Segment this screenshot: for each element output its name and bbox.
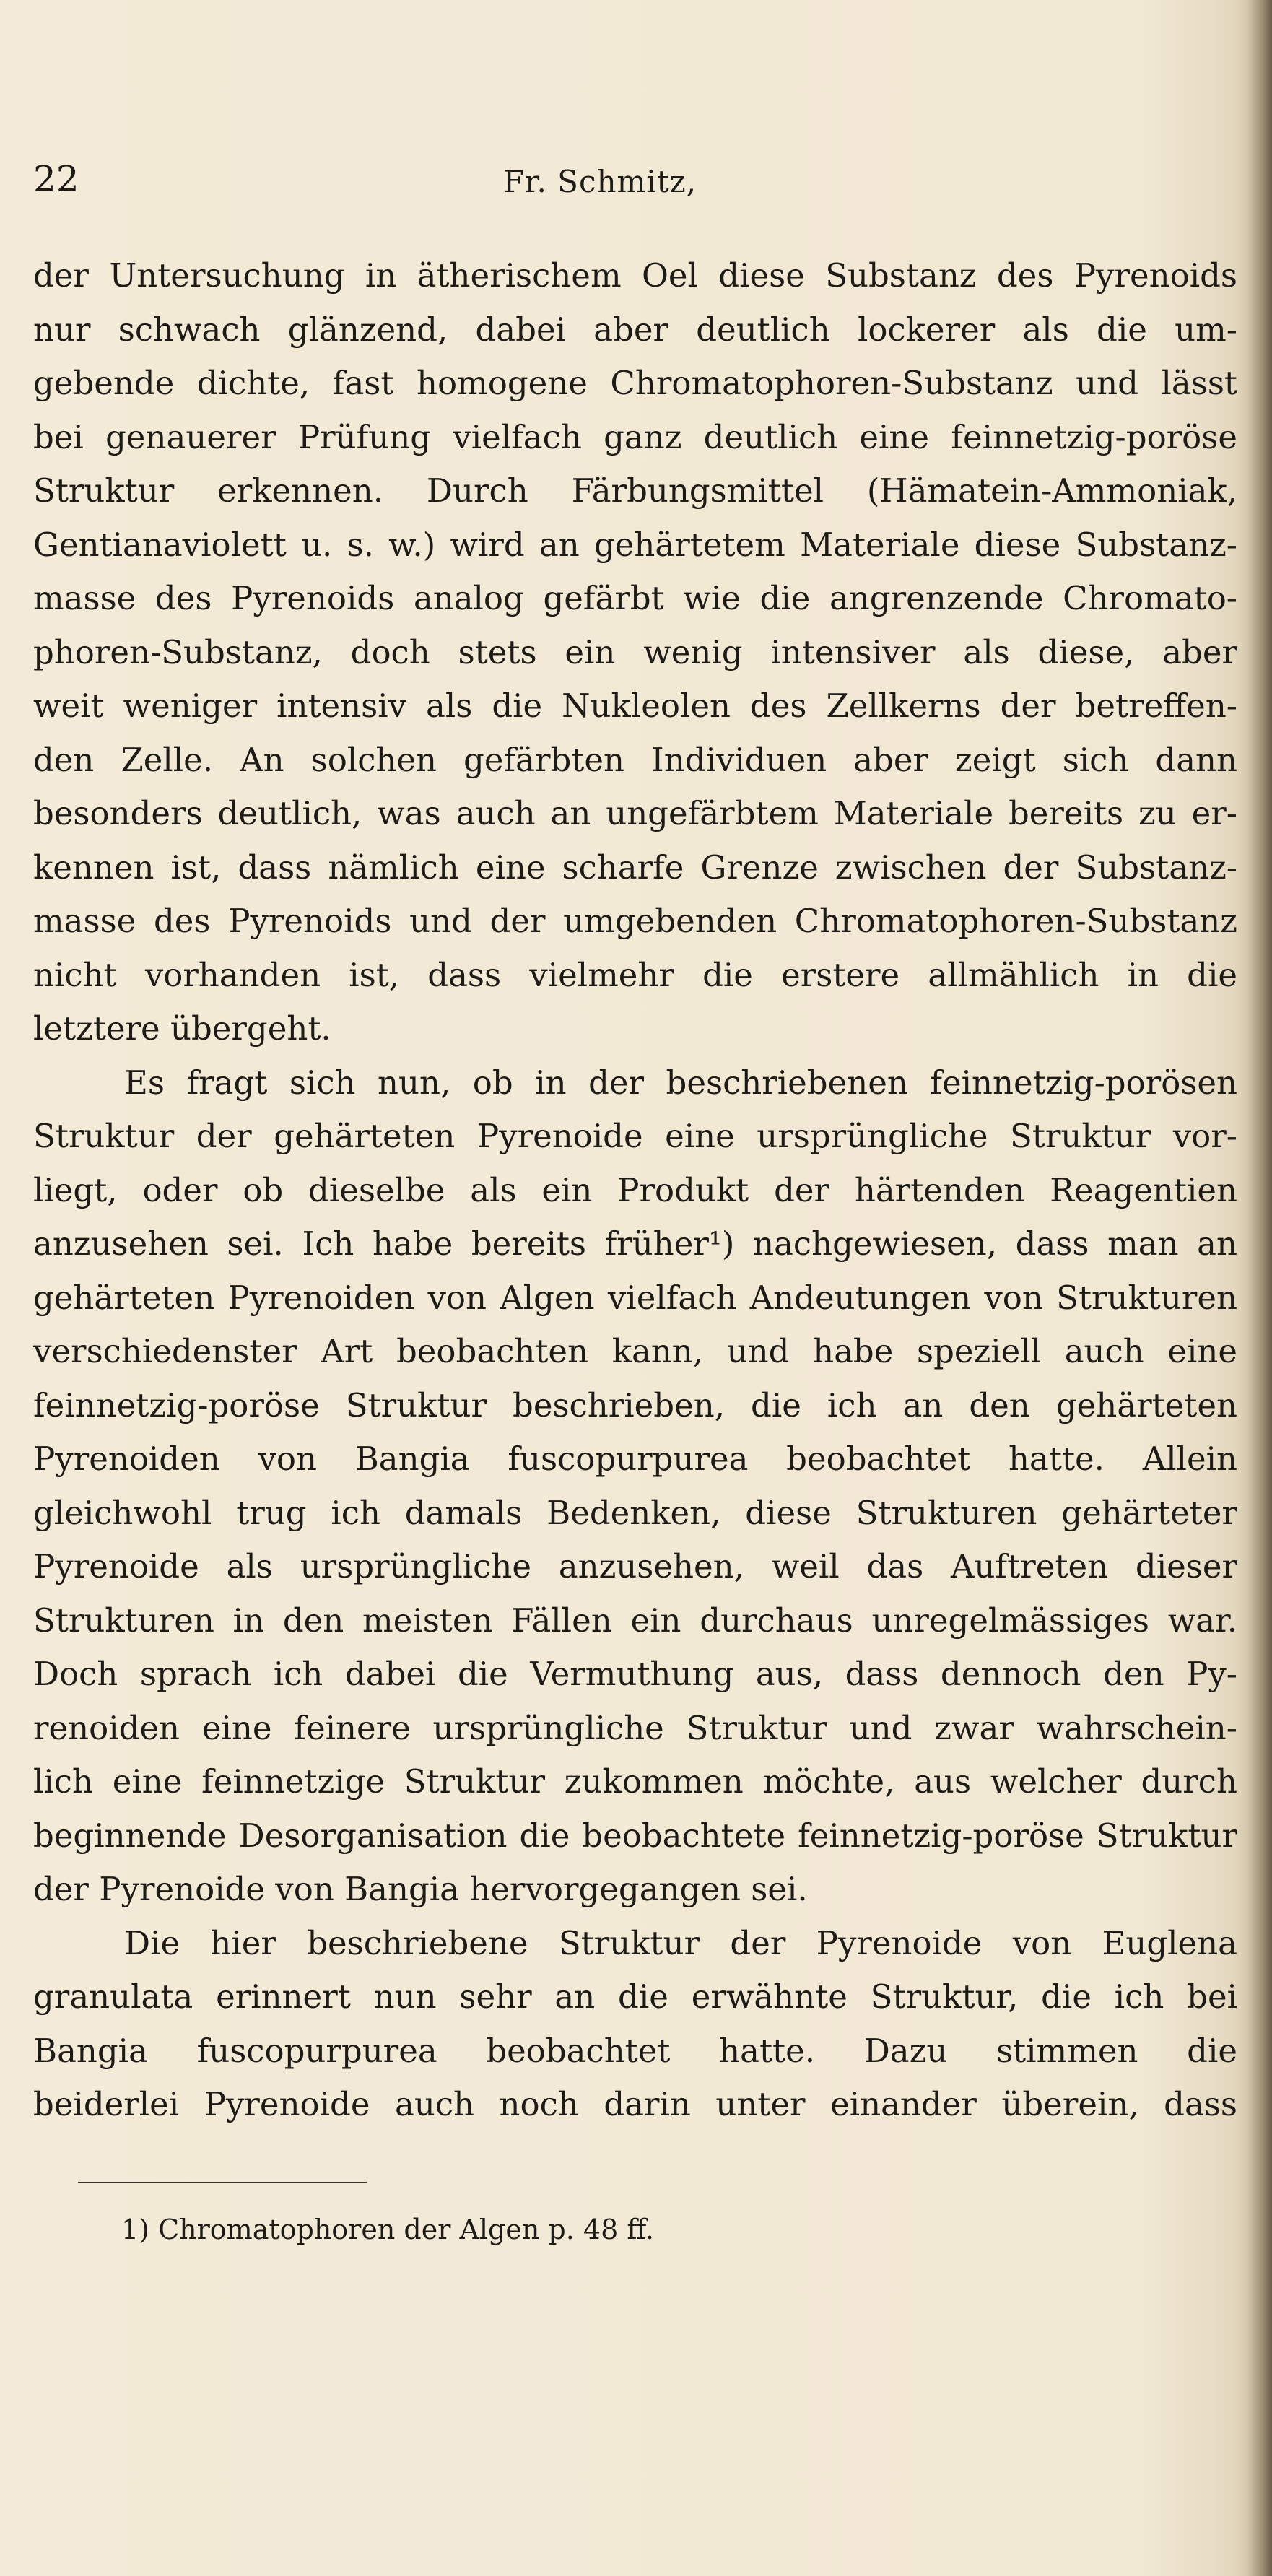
text-line: letztere übergeht.	[33, 1009, 331, 1048]
running-head-text: Fr. Schmitz,	[502, 164, 697, 199]
text-line: Struktur erkennen. Durch Färbungsmittel (Hämatein-Ammoniak,	[33, 471, 1237, 510]
text-line: verschiedenster Art beobachten kann, und habe speziell auch eine	[33, 1332, 1237, 1370]
text-line: gleichwohl trug ich damals Bedenken, diese Strukturen gehärteter	[33, 1493, 1237, 1532]
text-line: Doch sprach ich dabei die Vermuthung aus, dass dennoch den Py-	[33, 1655, 1237, 1693]
text-line: der Pyrenoide von Bangia hervorgegangen sei.	[33, 1870, 808, 1908]
text-line: lich eine feinnetzige Struktur zukommen möchte, aus welcher durch	[33, 1762, 1237, 1801]
text-line: Strukturen in den meisten Fällen ein durchaus unregelmässiges war.	[33, 1601, 1237, 1640]
text-line: Es fragt sich nun, ob in der beschriebenen feinnetzig-porösen	[124, 1063, 1237, 1102]
text-line: gehärteten Pyrenoiden von Algen vielfach Andeutungen von Strukturen	[33, 1278, 1237, 1317]
text-line: nicht vorhanden ist, dass vielmehr die erstere allmählich in die	[33, 955, 1237, 994]
text-line: der Untersuchung in ätherischem Oel diese Substanz des Pyrenoids	[33, 256, 1237, 295]
text-line: anzusehen sei. Ich habe bereits früher¹) nachgewiesen, dass man an	[33, 1224, 1237, 1263]
body-text	[33, 249, 1237, 2132]
text-line: Pyrenoiden von Bangia fuscopurpurea beobachtet hatte. Allein	[33, 1440, 1237, 1478]
footnote: 1) Chromatophoren der Algen p. 48 ff.	[121, 2214, 655, 2245]
text-line: masse des Pyrenoids und der umgebenden Chromatophoren-Substanz	[33, 902, 1237, 940]
running-head	[0, 163, 1272, 201]
text-line: weit weniger intensiv als die Nukleolen des Zellkerns der betreffen-	[33, 687, 1237, 725]
text-line: nur schwach glänzend, dabei aber deutlich lockerer als die um-	[33, 310, 1237, 349]
footnote-divider	[78, 2182, 367, 2183]
text-line: phoren-Substanz, doch stets ein wenig intensiver als diese, aber	[33, 632, 1237, 671]
text-line: beginnende Desorganisation die beobachtete feinnetzig-poröse Struktur	[33, 1816, 1237, 1855]
text-line: masse des Pyrenoids analog gefärbt wie die angrenzende Chromato-	[33, 579, 1237, 617]
text-line: Struktur der gehärteten Pyrenoide eine ursprüngliche Struktur vor-	[33, 1117, 1237, 1155]
text-line: bei genauerer Prüfung vielfach ganz deutlich eine feinnetzig-poröse	[33, 417, 1237, 456]
page-number: 22	[33, 158, 79, 200]
text-line: Bangia fuscopurpurea beobachtet hatte. Dazu stimmen die	[33, 2031, 1237, 2070]
page-edge-shadow	[1247, 0, 1272, 2576]
text-line: renoiden eine feinere ursprüngliche Struktur und zwar wahrschein-	[33, 1708, 1237, 1747]
text-line: beiderlei Pyrenoide auch noch darin unter einander überein, dass	[33, 2085, 1237, 2123]
text-line: granulata erinnert nun sehr an die erwähnte Struktur, die ich bei	[33, 1977, 1237, 2016]
text-line: Gentianaviolett u. s. w.) wird an gehärtetem Materiale diese Substanz-	[33, 525, 1237, 564]
text-line: besonders deutlich, was auch an ungefärbtem Materiale bereits zu er-	[33, 794, 1237, 832]
text-line: Pyrenoide als ursprüngliche anzusehen, weil das Auftreten dieser	[33, 1547, 1237, 1585]
text-line: gebende dichte, fast homogene Chromatophoren-Substanz und lässt	[33, 364, 1237, 402]
text-line: den Zelle. An solchen gefärbten Individuen aber zeigt sich dann	[33, 740, 1237, 779]
text-line: feinnetzig-poröse Struktur beschrieben, die ich an den gehärteten	[33, 1385, 1237, 1424]
text-line: liegt, oder ob dieselbe als ein Produkt der härtenden Reagentien	[33, 1170, 1237, 1209]
text-line: kennen ist, dass nämlich eine scharfe Grenze zwischen der Substanz-	[33, 848, 1237, 887]
text-line: Die hier beschriebene Struktur der Pyrenoide von Euglena	[124, 1923, 1237, 1962]
